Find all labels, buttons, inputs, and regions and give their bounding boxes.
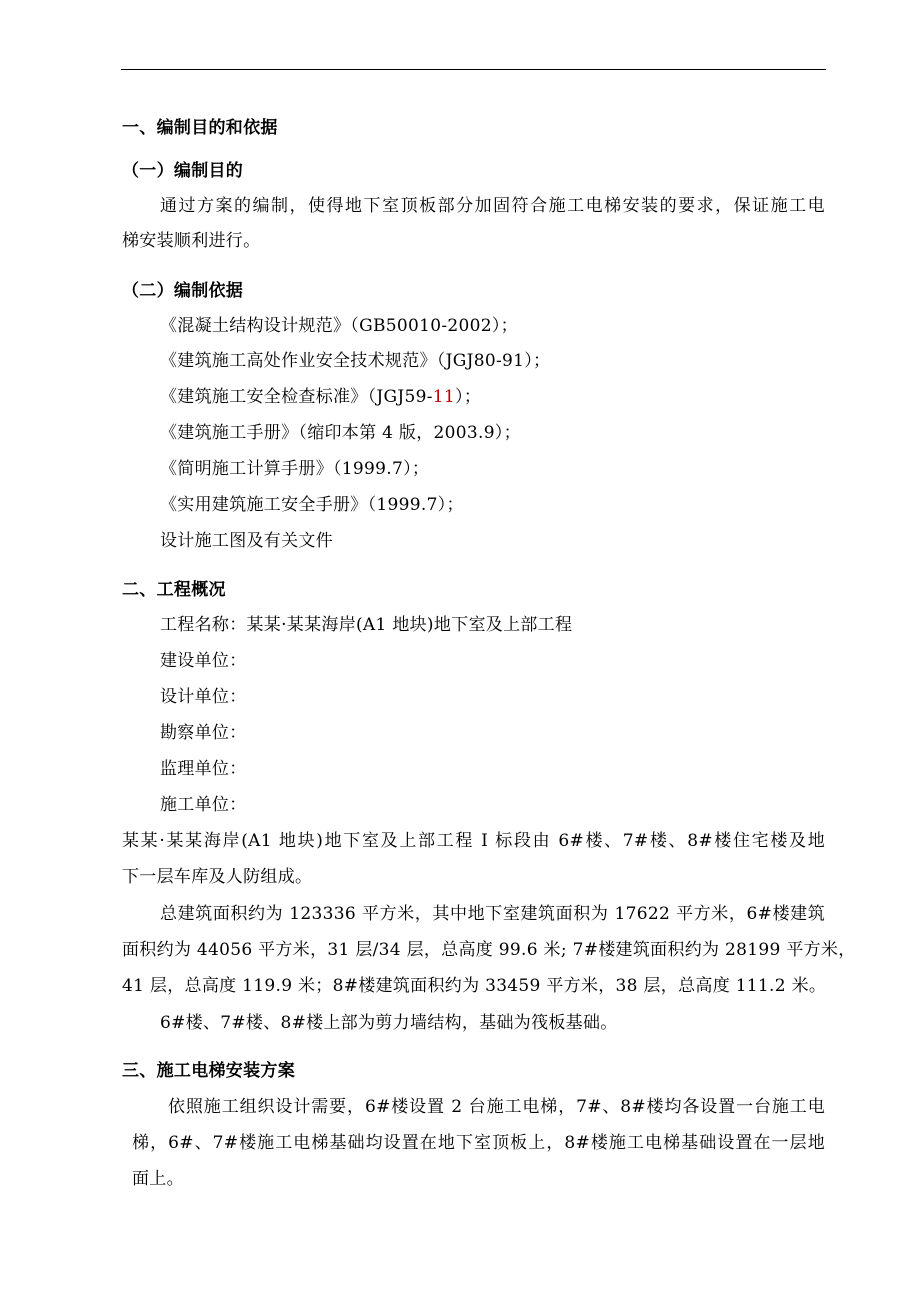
header-rule: [121, 69, 826, 70]
plan-paragraph-line-3: 面上。: [132, 1169, 184, 1189]
purpose-paragraph-line-1: 通过方案的编制，使得地下室顶板部分加固符合施工电梯安装的要求，保证施工电: [160, 196, 825, 216]
reference-text: 《建筑施工安全检查标准》（JGJ59-: [160, 387, 433, 407]
plan-paragraph-line-2: 梯，6#、7#楼施工电梯基础均设置在地下室顶板上，8#楼施工电梯基础设置在一层地: [132, 1133, 825, 1153]
reference-item: 《简明施工计算手册》（1999.7）；: [160, 459, 430, 479]
project-field: 设计单位：: [160, 687, 247, 707]
subsection-2-heading: （二）编制依据: [122, 281, 244, 301]
reference-year-highlight: 11: [432, 387, 456, 407]
section-2-heading: 二、工程概况: [122, 580, 226, 600]
reference-item: 《建筑施工手册》（缩印本第 4 版，2003.9）；: [160, 423, 521, 443]
subsection-1-heading: （一）编制目的: [122, 161, 244, 181]
project-field: 工程名称：某某·某某海岸(A1 地块)地下室及上部工程: [160, 615, 573, 635]
plan-paragraph-line-1: 依照施工组织设计需要，6#楼设置 2 台施工电梯，7#、8#楼均各设置一台施工电: [168, 1097, 825, 1117]
overview-paragraph-2-line-2: 面积约为 44056 平方米，31 层/34 层，总高度 99.6 米; 7#楼建筑面积约为 28199 平方米，: [122, 940, 856, 960]
project-field: 勘察单位：: [160, 723, 247, 743]
reference-item: [160, 386, 481, 408]
overview-paragraph-2-line-3: 41 层，总高度 119.9 米；8#楼建筑面积约为 33459 平方米，38 层，总高度 111.2 米。: [122, 976, 827, 996]
reference-item: 《实用建筑施工安全手册》（1999.7）；: [160, 495, 464, 515]
section-1-heading: 一、编制目的和依据: [122, 118, 278, 138]
project-field: 监理单位：: [160, 759, 247, 779]
section-3-heading: 三、施工电梯安装方案: [122, 1061, 295, 1081]
reference-item: 设计施工图及有关文件: [160, 531, 333, 551]
reference-item: 《混凝土结构设计规范》（GB50010-2002）；: [160, 316, 518, 336]
overview-paragraph-3: 6#楼、7#楼、8#楼上部为剪力墙结构，基础为筏板基础。: [160, 1013, 618, 1033]
reference-item: 《建筑施工高处作业安全技术规范》（JGJ80-91）；: [160, 351, 551, 371]
overview-paragraph-1-line-2: 下一层车库及人防组成。: [122, 867, 313, 887]
project-field: 施工单位：: [160, 795, 247, 815]
reference-tail: ）；: [455, 387, 482, 407]
project-field: 建设单位：: [160, 651, 247, 671]
overview-paragraph-1-line-1: 某某·某某海岸(A1 地块)地下室及上部工程 I 标段由 6#楼、7#楼、8#楼住宅楼及地: [122, 831, 825, 851]
overview-paragraph-2-line-1: 总建筑面积约为 123336 平方米，其中地下室建筑面积为 17622 平方米，6#楼建筑: [160, 904, 825, 924]
purpose-paragraph-line-2: 梯安装顺利进行。: [122, 231, 261, 251]
